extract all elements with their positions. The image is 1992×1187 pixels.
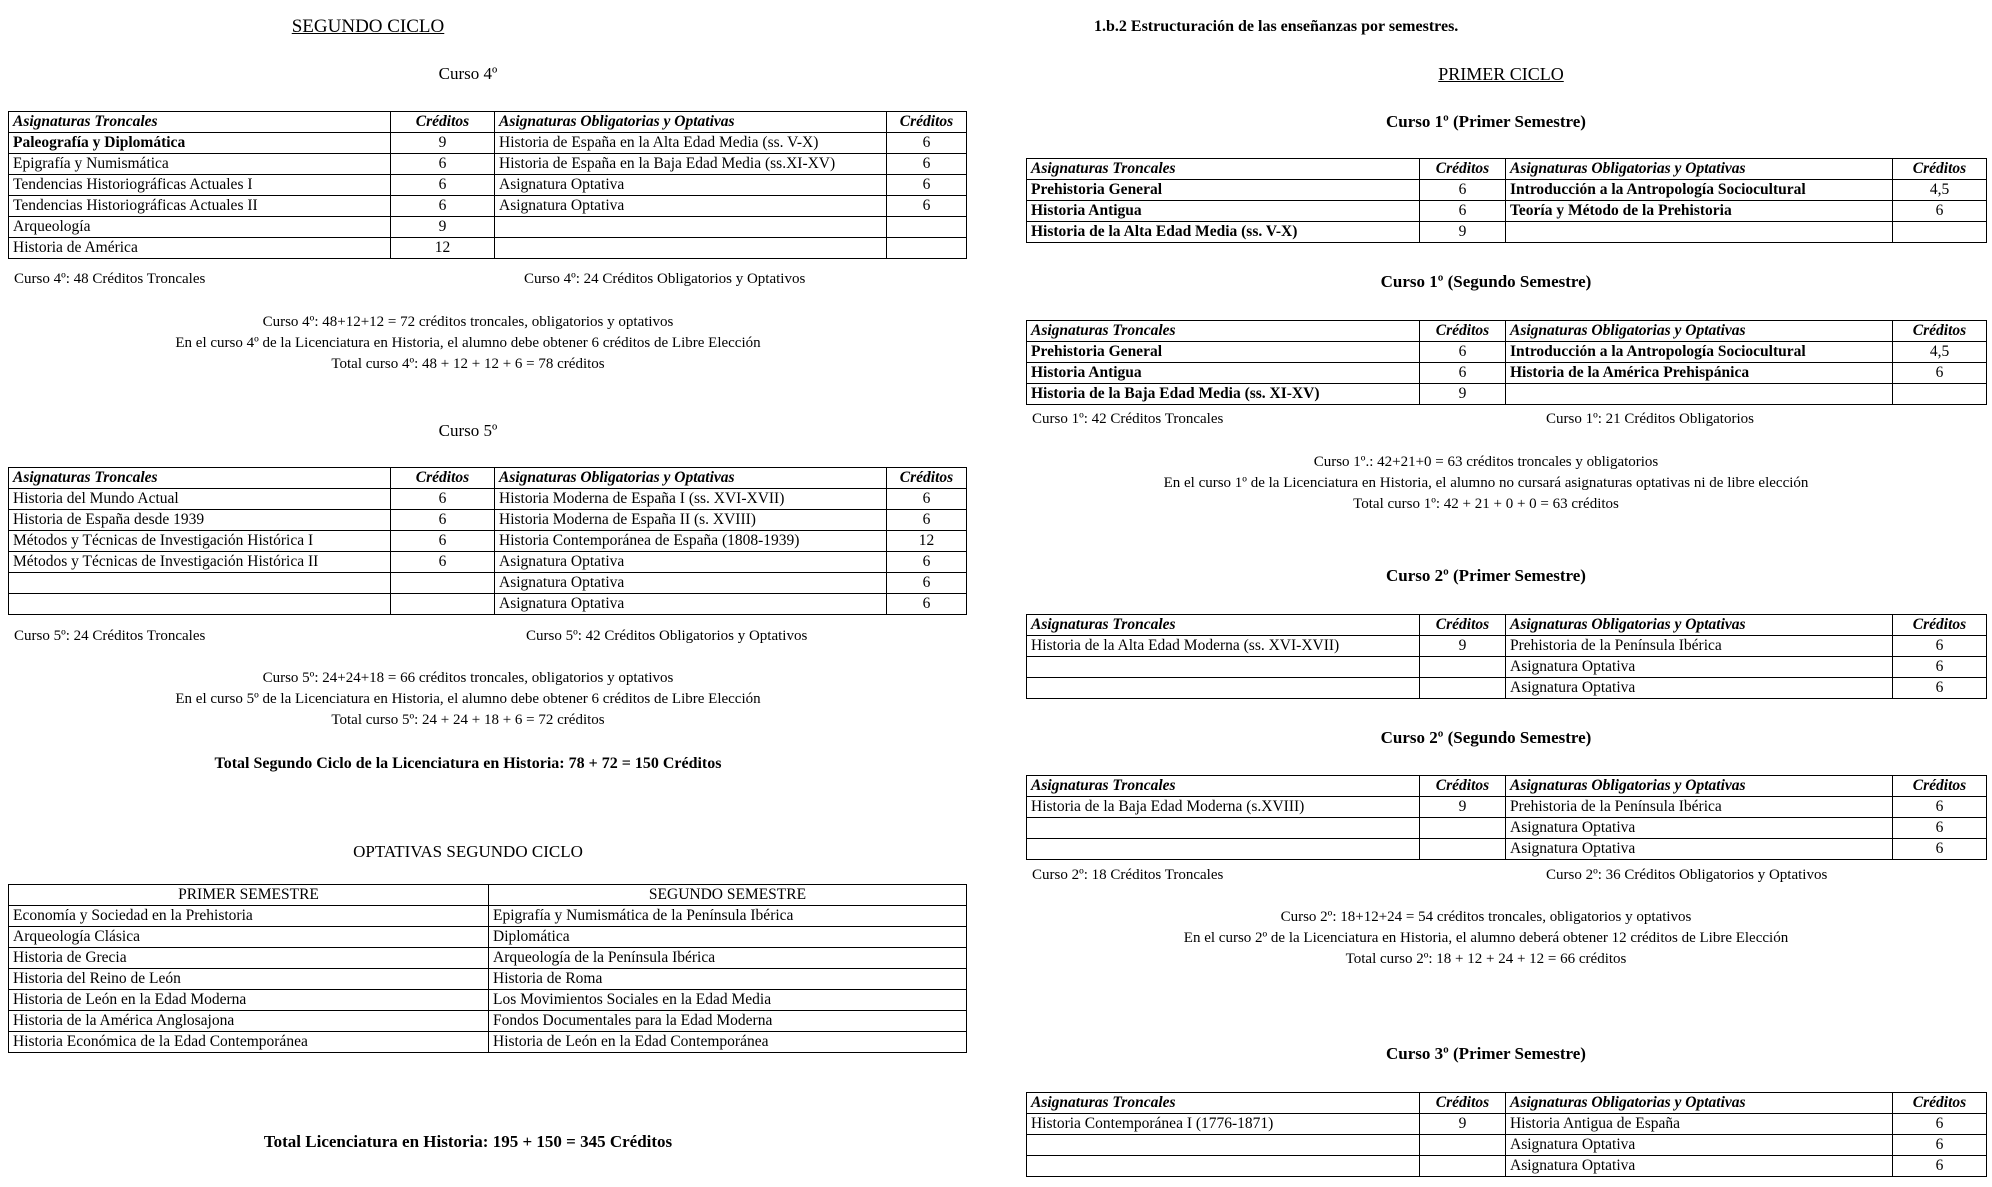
- header-creditos: Créditos: [1893, 159, 1987, 180]
- cell: Historia Moderna de España I (ss. XVI-XVII): [495, 489, 887, 510]
- table-row: [9, 133, 967, 154]
- cell: Diplomática: [489, 927, 967, 948]
- cell: [1027, 839, 1420, 860]
- c2s1-table: [1026, 614, 1987, 699]
- summary-line: Total curso 4º: 48 + 12 + 12 + 6 = 78 créditos: [331, 356, 605, 372]
- cell: Asignatura Optativa: [1506, 839, 1893, 860]
- cell: Economía y Sociedad en la Prehistoria: [9, 906, 489, 927]
- table-row: [9, 1011, 967, 1032]
- table-row: [9, 594, 967, 615]
- table-row: [1027, 201, 1987, 222]
- table-row: [9, 927, 967, 948]
- cell: 6: [1893, 1156, 1987, 1177]
- c1s2-captions: [1026, 411, 1986, 431]
- header-creditos: Créditos: [1893, 615, 1987, 636]
- caption-right: Curso 1º: 21 Créditos Obligatorios: [1546, 411, 1754, 427]
- cell: 6: [1893, 839, 1987, 860]
- summary-line: Total curso 5º: 24 + 24 + 18 + 6 = 72 créditos: [331, 712, 605, 728]
- cell: Historia Contemporánea de España (1808-1939): [495, 531, 887, 552]
- cell: 9: [1420, 636, 1506, 657]
- cell: 6: [887, 154, 967, 175]
- table-row: [1027, 839, 1987, 860]
- table-header-row: [1027, 1093, 1987, 1114]
- cell: Historia del Reino de León: [9, 969, 489, 990]
- cell: 9: [1420, 384, 1506, 405]
- cell: [391, 594, 495, 615]
- table-row: [1027, 818, 1987, 839]
- header-obligatorias: Asignaturas Obligatorias y Optativas: [1506, 1093, 1893, 1114]
- cell: 6: [1420, 180, 1506, 201]
- primer-ciclo-title: PRIMER CICLO: [1438, 64, 1564, 84]
- c2s2-summary: [986, 907, 1986, 970]
- cell: 6: [1420, 363, 1506, 384]
- cell: Historia de España en la Baja Edad Media (ss.XI-XV): [495, 154, 887, 175]
- cell: Historia de León en la Edad Contemporánea: [489, 1032, 967, 1053]
- summary-line: En el curso 1º de la Licenciatura en Historia, el alumno no cursará asignaturas optativas ni de libre elección: [1163, 475, 1809, 491]
- cell: [9, 573, 391, 594]
- table-row: [1027, 678, 1987, 699]
- summary-line: Total curso 1º: 42 + 21 + 0 + 0 = 63 créditos: [1353, 496, 1619, 512]
- cell: [1420, 839, 1506, 860]
- c3s1-table: [1026, 1092, 1987, 1177]
- table-header-row: [9, 885, 967, 906]
- cell: 4,5: [1893, 180, 1987, 201]
- table-header-row: [9, 468, 967, 489]
- summary-line: Curso 2º: 18+12+24 = 54 créditos troncales, obligatorios y optativos: [1280, 909, 1692, 925]
- table-row: [9, 217, 967, 238]
- cell: Tendencias Historiográficas Actuales I: [9, 175, 391, 196]
- table-row: [9, 552, 967, 573]
- table-row: [9, 238, 967, 259]
- cell: Historia del Mundo Actual: [9, 489, 391, 510]
- curso5-heading: Curso 5º: [438, 421, 498, 440]
- cell: Historia de Grecia: [9, 948, 489, 969]
- table-row: [1027, 657, 1987, 678]
- table-row: [9, 531, 967, 552]
- cell: [495, 238, 887, 259]
- table-header-row: [1027, 615, 1987, 636]
- cell: 6: [391, 510, 495, 531]
- cell: 6: [1893, 1135, 1987, 1156]
- cell: Arqueología: [9, 217, 391, 238]
- cell: [1893, 222, 1987, 243]
- cell: Asignatura Optativa: [1506, 1135, 1893, 1156]
- curso5-table: [8, 467, 967, 615]
- cell: Asignatura Optativa: [495, 594, 887, 615]
- table-row: [9, 1032, 967, 1053]
- cell: [1420, 1135, 1506, 1156]
- c2s2-captions: [1026, 867, 1986, 887]
- caption-left: Curso 1º: 42 Créditos Troncales: [1032, 411, 1224, 427]
- cell: Historia de la América Anglosajona: [9, 1011, 489, 1032]
- curso5-summary: [0, 668, 968, 731]
- c2s1-heading: Curso 2º (Primer Semestre): [1386, 566, 1586, 585]
- header-obligatorias: Asignaturas Obligatorias y Optativas: [1506, 159, 1893, 180]
- optativas-table: [8, 884, 967, 1053]
- cell: 6: [887, 594, 967, 615]
- table-row: [9, 175, 967, 196]
- cell: Asignatura Optativa: [495, 175, 887, 196]
- cell: [1027, 818, 1420, 839]
- table-row: [1027, 1114, 1987, 1135]
- cell: [391, 573, 495, 594]
- table-row: [1027, 222, 1987, 243]
- cell: 9: [1420, 222, 1506, 243]
- cell: Historia Moderna de España II (s. XVIII): [495, 510, 887, 531]
- cell: 6: [1893, 363, 1987, 384]
- cell: 9: [391, 133, 495, 154]
- table-header-row: [1027, 159, 1987, 180]
- cell: [887, 217, 967, 238]
- caption-left: Curso 5º: 24 Créditos Troncales: [14, 628, 206, 644]
- total-licenciatura: Total Licenciatura en Historia: 195 + 150 = 345 Créditos: [263, 1132, 673, 1151]
- table-row: [9, 573, 967, 594]
- table-header-row: [1027, 321, 1987, 342]
- curso4-heading: Curso 4º: [438, 64, 498, 83]
- cell: 9: [1420, 797, 1506, 818]
- cell: Historia de la Baja Edad Moderna (s.XVIII): [1027, 797, 1420, 818]
- header-creditos: Créditos: [887, 112, 967, 133]
- cell: [495, 217, 887, 238]
- header-obligatorias: Asignaturas Obligatorias y Optativas: [1506, 776, 1893, 797]
- c1s2-table: [1026, 320, 1987, 405]
- optativas-heading: OPTATIVAS SEGUNDO CICLO: [353, 842, 583, 861]
- cell: [1027, 657, 1420, 678]
- header-obligatorias: Asignaturas Obligatorias y Optativas: [495, 468, 887, 489]
- header-obligatorias: Asignaturas Obligatorias y Optativas: [495, 112, 887, 133]
- c1s1-table: [1026, 158, 1987, 243]
- cell: Historia de la Alta Edad Media (ss. V-X): [1027, 222, 1420, 243]
- cell: Asignatura Optativa: [1506, 657, 1893, 678]
- cell: Historia de la Baja Edad Media (ss. XI-XV): [1027, 384, 1420, 405]
- cell: 6: [1893, 657, 1987, 678]
- cell: 12: [391, 238, 495, 259]
- header-obligatorias: Asignaturas Obligatorias y Optativas: [1506, 321, 1893, 342]
- table-row: [1027, 1156, 1987, 1177]
- curso4-summary: [0, 312, 968, 375]
- cell: [887, 238, 967, 259]
- cell: 6: [391, 489, 495, 510]
- header-creditos: Créditos: [1420, 776, 1506, 797]
- header-primer-semestre: PRIMER SEMESTRE: [9, 885, 489, 906]
- cell: Historia de León en la Edad Moderna: [9, 990, 489, 1011]
- header-creditos: Créditos: [887, 468, 967, 489]
- table-row: [1027, 797, 1987, 818]
- summary-line: Curso 5º: 24+24+18 = 66 créditos troncales, obligatorios y optativos: [262, 670, 674, 686]
- table-row: [9, 196, 967, 217]
- table-row: [1027, 1135, 1987, 1156]
- header-creditos: Créditos: [1420, 615, 1506, 636]
- cell: Introducción a la Antropología Sociocultural: [1506, 180, 1893, 201]
- cell: Prehistoria General: [1027, 180, 1420, 201]
- cell: 6: [887, 489, 967, 510]
- table-row: [9, 990, 967, 1011]
- cell: [1420, 657, 1506, 678]
- table-header-row: [1027, 776, 1987, 797]
- cell: Asignatura Optativa: [495, 196, 887, 217]
- cell: [1027, 678, 1420, 699]
- cell: Tendencias Historiográficas Actuales II: [9, 196, 391, 217]
- cell: Epigrafía y Numismática de la Península Ibérica: [489, 906, 967, 927]
- header-creditos: Créditos: [1420, 1093, 1506, 1114]
- table-row: [9, 510, 967, 531]
- cell: Epigrafía y Numismática: [9, 154, 391, 175]
- cell: Historia de la Alta Edad Moderna (ss. XVI-XVII): [1027, 636, 1420, 657]
- cell: Prehistoria de la Península Ibérica: [1506, 636, 1893, 657]
- cell: [1506, 384, 1893, 405]
- cell: 6: [1893, 818, 1987, 839]
- header-troncales: Asignaturas Troncales: [1027, 159, 1420, 180]
- cell: Paleografía y Diplomática: [9, 133, 391, 154]
- header-creditos: Créditos: [1420, 159, 1506, 180]
- summary-line: En el curso 5º de la Licenciatura en Historia, el alumno debe obtener 6 créditos de Libre Elección: [175, 691, 761, 707]
- header-creditos: Créditos: [391, 112, 495, 133]
- cell: Los Movimientos Sociales en la Edad Media: [489, 990, 967, 1011]
- cell: Métodos y Técnicas de Investigación Histórica II: [9, 552, 391, 573]
- curso4-captions: [8, 271, 968, 291]
- cell: 6: [1893, 201, 1987, 222]
- caption-right: Curso 4º: 24 Créditos Obligatorios y Optativos: [524, 271, 806, 287]
- cell: 6: [887, 133, 967, 154]
- cell: Arqueología Clásica: [9, 927, 489, 948]
- cell: 6: [391, 196, 495, 217]
- cell: [1420, 1156, 1506, 1177]
- cell: Historia Económica de la Edad Contemporánea: [9, 1032, 489, 1053]
- table-row: [1027, 384, 1987, 405]
- summary-line: Curso 1º.: 42+21+0 = 63 créditos troncales y obligatorios: [1313, 454, 1659, 470]
- cell: Métodos y Técnicas de Investigación Histórica I: [9, 531, 391, 552]
- cell: 6: [1893, 1114, 1987, 1135]
- cell: [1027, 1156, 1420, 1177]
- header-creditos: Créditos: [1893, 1093, 1987, 1114]
- curso4-table: [8, 111, 967, 259]
- cell: Teoría y Método de la Prehistoria: [1506, 201, 1893, 222]
- cell: Prehistoria de la Península Ibérica: [1506, 797, 1893, 818]
- cell: 6: [887, 552, 967, 573]
- cell: Fondos Documentales para la Edad Moderna: [489, 1011, 967, 1032]
- cell: 6: [391, 531, 495, 552]
- header-obligatorias: Asignaturas Obligatorias y Optativas: [1506, 615, 1893, 636]
- cell: [1027, 1135, 1420, 1156]
- cell: 6: [1420, 342, 1506, 363]
- c2s2-heading: Curso 2º (Segundo Semestre): [1380, 728, 1592, 747]
- cell: 6: [391, 175, 495, 196]
- cell: Historia Antigua: [1027, 201, 1420, 222]
- header-troncales: Asignaturas Troncales: [9, 468, 391, 489]
- cell: [1506, 222, 1893, 243]
- summary-line: En el curso 4º de la Licenciatura en Historia, el alumno debe obtener 6 créditos de Libre Elección: [175, 335, 761, 351]
- curso5-captions: [8, 628, 968, 648]
- cell: Asignatura Optativa: [495, 573, 887, 594]
- cell: Asignatura Optativa: [1506, 1156, 1893, 1177]
- cell: Asignatura Optativa: [1506, 818, 1893, 839]
- table-header-row: [9, 112, 967, 133]
- cell: [1893, 384, 1987, 405]
- cell: 9: [1420, 1114, 1506, 1135]
- c1s1-heading: Curso 1º (Primer Semestre): [1386, 112, 1586, 131]
- cell: 6: [1893, 797, 1987, 818]
- summary-line: Total curso 2º: 18 + 12 + 24 + 12 = 66 créditos: [1345, 951, 1627, 967]
- table-row: [9, 154, 967, 175]
- total-segundo-ciclo: Total Segundo Ciclo de la Licenciatura en Historia: 78 + 72 = 150 Créditos: [214, 755, 722, 772]
- cell: Asignatura Optativa: [495, 552, 887, 573]
- cell: [1420, 678, 1506, 699]
- cell: Historia de España en la Alta Edad Media (ss. V-X): [495, 133, 887, 154]
- header-troncales: Asignaturas Troncales: [1027, 776, 1420, 797]
- section-title: 1.b.2 Estructuración de las enseñanzas por semestres.: [1094, 18, 1459, 35]
- c2s2-table: [1026, 775, 1987, 860]
- cell: Historia de Roma: [489, 969, 967, 990]
- c3s1-heading: Curso 3º (Primer Semestre): [1386, 1044, 1586, 1063]
- header-troncales: Asignaturas Troncales: [1027, 615, 1420, 636]
- cell: 6: [887, 510, 967, 531]
- header-creditos: Créditos: [391, 468, 495, 489]
- cell: 6: [1420, 201, 1506, 222]
- cell: Historia de América: [9, 238, 391, 259]
- summary-line: En el curso 2º de la Licenciatura en Historia, el alumno deberá obtener 12 créditos de Libre Elección: [1183, 930, 1789, 946]
- cell: 6: [1893, 678, 1987, 699]
- header-troncales: Asignaturas Troncales: [1027, 321, 1420, 342]
- cell: Historia Antigua: [1027, 363, 1420, 384]
- caption-left: Curso 4º: 48 Créditos Troncales: [14, 271, 206, 287]
- segundo-ciclo-title: SEGUNDO CICLO: [291, 16, 445, 37]
- cell: 6: [391, 154, 495, 175]
- header-troncales: Asignaturas Troncales: [9, 112, 391, 133]
- header-creditos: Créditos: [1893, 321, 1987, 342]
- cell: Historia Contemporánea I (1776-1871): [1027, 1114, 1420, 1135]
- cell: 12: [887, 531, 967, 552]
- caption-right: Curso 5º: 42 Créditos Obligatorios y Optativos: [526, 628, 808, 644]
- cell: [1420, 818, 1506, 839]
- header-creditos: Créditos: [1893, 776, 1987, 797]
- cell: 6: [887, 175, 967, 196]
- cell: 4,5: [1893, 342, 1987, 363]
- cell: 6: [391, 552, 495, 573]
- table-row: [9, 948, 967, 969]
- table-row: [1027, 342, 1987, 363]
- cell: Historia Antigua de España: [1506, 1114, 1893, 1135]
- header-troncales: Asignaturas Troncales: [1027, 1093, 1420, 1114]
- c1s2-heading: Curso 1º (Segundo Semestre): [1380, 272, 1592, 291]
- cell: 6: [1893, 636, 1987, 657]
- table-row: [9, 906, 967, 927]
- cell: Historia de la América Prehispánica: [1506, 363, 1893, 384]
- caption-right: Curso 2º: 36 Créditos Obligatorios y Optativos: [1546, 867, 1828, 883]
- cell: Arqueología de la Península Ibérica: [489, 948, 967, 969]
- cell: 9: [391, 217, 495, 238]
- cell: Prehistoria General: [1027, 342, 1420, 363]
- table-row: [1027, 363, 1987, 384]
- c1s2-summary: [986, 452, 1986, 515]
- cell: Introducción a la Antropología Sociocultural: [1506, 342, 1893, 363]
- cell: 6: [887, 196, 967, 217]
- cell: [9, 594, 391, 615]
- table-row: [1027, 180, 1987, 201]
- table-row: [9, 969, 967, 990]
- table-row: [1027, 636, 1987, 657]
- header-creditos: Créditos: [1420, 321, 1506, 342]
- summary-line: Curso 4º: 48+12+12 = 72 créditos troncales, obligatorios y optativos: [262, 314, 674, 330]
- table-row: [9, 489, 967, 510]
- cell: Asignatura Optativa: [1506, 678, 1893, 699]
- header-segundo-semestre: SEGUNDO SEMESTRE: [489, 885, 967, 906]
- caption-left: Curso 2º: 18 Créditos Troncales: [1032, 867, 1224, 883]
- cell: Historia de España desde 1939: [9, 510, 391, 531]
- cell: 6: [887, 573, 967, 594]
